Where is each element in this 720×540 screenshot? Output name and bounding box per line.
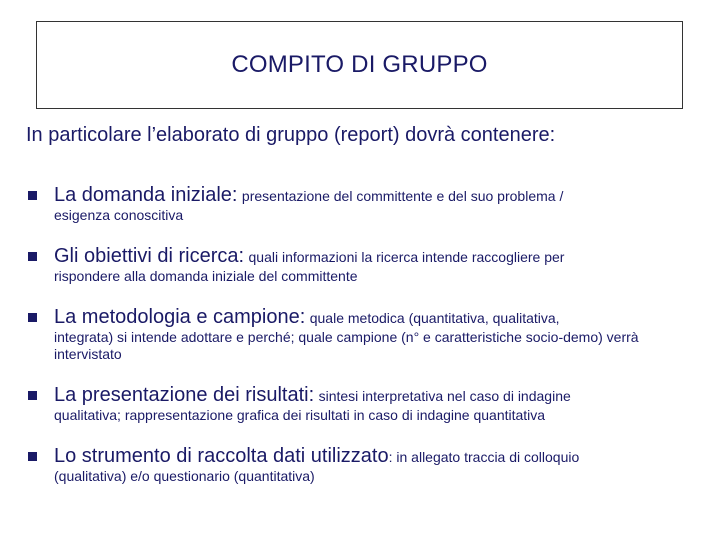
bullet-description: quali informazioni la ricerca intende raccogliere per: [248, 249, 565, 265]
bullet-line: [54, 305, 696, 329]
square-bullet-icon: [28, 313, 37, 322]
bullet-item-obiettivi: [26, 244, 696, 285]
square-bullet-icon: [28, 391, 37, 400]
square-bullet-icon: [28, 252, 37, 261]
bullet-description: : in allegato traccia di colloquio: [388, 449, 580, 465]
bullet-heading: La domanda iniziale:: [54, 184, 238, 206]
bullet-description: sintesi interpretativa nel caso di indagine: [318, 388, 571, 404]
bullet-list: [26, 183, 696, 485]
bullet-heading: La metodologia e campione:: [54, 306, 306, 328]
bullet-description-continued: rispondere alla domanda iniziale del committente: [54, 268, 358, 284]
bullet-item-presentazione: [26, 383, 696, 424]
bullet-line: [54, 244, 696, 268]
intro-text: In particolare l’elaborato di gruppo (report) dovrà contenere:: [26, 124, 556, 146]
bullet-heading: La presentazione dei risultati:: [54, 384, 315, 406]
title-box: [36, 21, 683, 109]
bullet-line: [54, 183, 696, 207]
bullet-item-domanda: [26, 183, 696, 224]
bullet-item-strumento: [26, 444, 696, 485]
bullet-description-continued: (qualitativa) e/o questionario (quantitativa): [54, 468, 315, 484]
bullet-line: [54, 444, 696, 468]
slide-title: COMPITO DI GRUPPO: [231, 51, 488, 78]
bullet-description: presentazione del committente e del suo problema /: [241, 188, 564, 204]
bullet-heading: Gli obiettivi di ricerca:: [54, 245, 245, 267]
square-bullet-icon: [28, 191, 37, 200]
bullet-description-continued: integrata) si intende adottare e perché; quale campione (n° e caratteristiche socio-demo) verrà intervistato: [54, 329, 639, 362]
bullet-item-metodologia: [26, 305, 696, 363]
square-bullet-icon: [28, 452, 37, 461]
bullet-heading: Lo strumento di raccolta dati utilizzato: [54, 445, 389, 467]
bullet-description-continued: esigenza conoscitiva: [54, 207, 184, 223]
bullet-line: [54, 383, 696, 407]
bullet-description: quale metodica (quantitativa, qualitativa,: [309, 310, 560, 326]
bullet-description-continued: qualitativa; rappresentazione grafica dei risultati in caso di indagine quantitativa: [54, 407, 546, 423]
